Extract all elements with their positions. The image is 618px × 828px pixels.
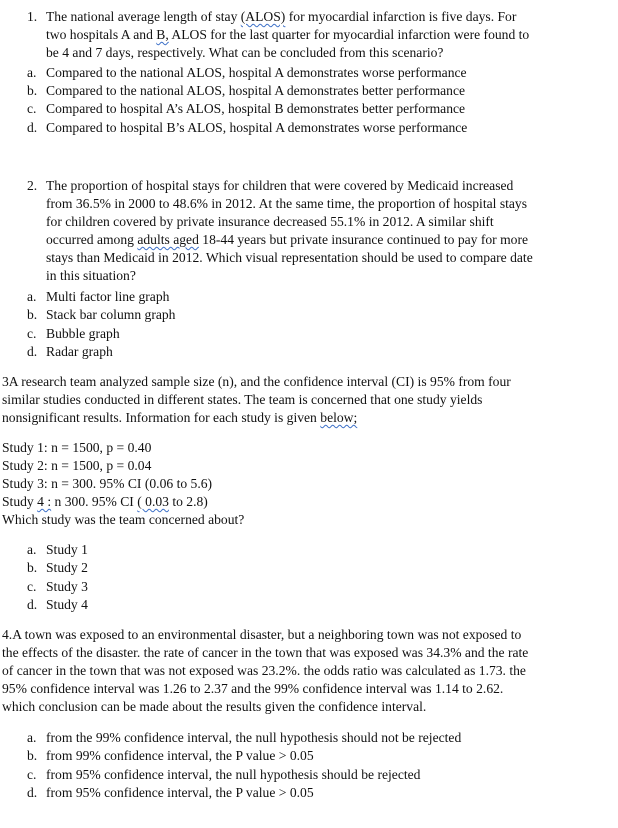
q3-study-3: Study 3: n = 300. 95% CI (0.06 to 5.6) bbox=[2, 476, 213, 491]
q1-number: 1. bbox=[27, 9, 38, 24]
q4-option-d-text: from 95% confidence interval, the P value > 0.05 bbox=[46, 785, 314, 800]
q2-option-d: d. bbox=[27, 344, 38, 359]
q4-option-b: b. bbox=[27, 748, 38, 763]
q3-spell-flag[interactable]: ( 0.03 bbox=[137, 494, 169, 509]
q1-option-b-text: Compared to the national ALOS, hospital A demonstrates better performance bbox=[46, 83, 466, 98]
q1-option-b: b. bbox=[27, 83, 38, 98]
q4-option-d: d. bbox=[27, 785, 38, 800]
q2-stem-line: stays than Medicaid in 2012. Which visual representation should be used to compare date bbox=[46, 250, 533, 265]
q2-number: 2. bbox=[27, 178, 38, 193]
q4-stem-line: 4.A town was exposed to an environmental disaster, but a neighboring town was not exposed to bbox=[2, 627, 522, 642]
q1-option-a-text: Compared to the national ALOS, hospital A demonstrates worse performance bbox=[46, 65, 467, 80]
q3-study-2: Study 2: n = 1500, p = 0.04 bbox=[2, 458, 152, 473]
q4-option-b-text: from 99% confidence interval, the P value > 0.05 bbox=[46, 748, 314, 763]
q3-study-4: Study 4 : n 300. 95% CI ( 0.03 to 2.8) bbox=[2, 494, 208, 509]
q1-spell-flag[interactable]: B, bbox=[156, 27, 169, 42]
q3-option-d: d. bbox=[27, 597, 38, 612]
q2-option-a-text: Multi factor line graph bbox=[46, 289, 170, 304]
q1-spell-flag[interactable]: (ALOS) bbox=[240, 9, 286, 24]
q4-stem-line: 95% confidence interval was 1.26 to 2.37 and the 99% confidence interval was 1.14 to 2.62. bbox=[2, 681, 504, 696]
q2-option-d-text: Radar graph bbox=[46, 344, 113, 359]
q3-option-c: c. bbox=[27, 579, 37, 594]
q4-option-a-text: from the 99% confidence interval, the null hypothesis should not be rejected bbox=[46, 730, 462, 745]
q3-stem-line: 3A research team analyzed sample size (n), and the confidence interval (CI) is 95% from four bbox=[2, 374, 511, 389]
q3-option-b-text: Study 2 bbox=[46, 560, 88, 575]
q3-option-a: a. bbox=[27, 542, 37, 557]
q3-option-a-text: Study 1 bbox=[46, 542, 88, 557]
q4-option-c: c. bbox=[27, 767, 37, 782]
q1-stem-line: two hospitals A and B, ALOS for the last quarter for myocardial infarction were found to bbox=[46, 27, 530, 42]
q3-option-d-text: Study 4 bbox=[46, 597, 88, 612]
q1-option-c-text: Compared to hospital A’s ALOS, hospital B demonstrates better performance bbox=[46, 101, 466, 116]
q2-option-a: a. bbox=[27, 289, 37, 304]
q1-option-a: a. bbox=[27, 65, 37, 80]
q3-study-1: Study 1: n = 1500, p = 0.40 bbox=[2, 440, 152, 455]
q2-spell-flag[interactable]: adults aged bbox=[137, 232, 199, 247]
q2-stem-line: from 36.5% in 2000 to 48.6% in 2012. At the same time, the proportion of hospital stays bbox=[46, 196, 528, 211]
q1-stem-line: be 4 and 7 days, respectively. What can be concluded from this scenario? bbox=[46, 45, 444, 60]
q2-stem-line: for children covered by private insurance decreased 55.1% in 2012. A similar shift bbox=[46, 214, 494, 229]
q1-option-c: c. bbox=[27, 101, 37, 116]
q3-option-b: b. bbox=[27, 560, 38, 575]
q2-option-b: b. bbox=[27, 307, 38, 322]
q4-stem-line: the effects of the disaster. the rate of cancer in the town that was exposed was 34.3% and the rate bbox=[2, 645, 529, 660]
q1-option-d: d. bbox=[27, 120, 38, 135]
q2-stem-line: The proportion of hospital stays for children that were covered by Medicaid increased bbox=[46, 178, 514, 193]
q4-option-c-text: from 95% confidence interval, the null hypothesis should be rejected bbox=[46, 767, 421, 782]
q3-spell-flag[interactable]: 4 : bbox=[37, 494, 52, 509]
q2-option-b-text: Stack bar column graph bbox=[46, 307, 176, 322]
q3-spell-flag[interactable]: below; bbox=[320, 410, 358, 425]
q4-option-a: a. bbox=[27, 730, 37, 745]
q2-option-c-text: Bubble graph bbox=[46, 326, 120, 341]
q1-option-d-text: Compared to hospital B’s ALOS, hospital A demonstrates worse performance bbox=[46, 120, 468, 135]
q3-option-c-text: Study 3 bbox=[46, 579, 88, 594]
q3-stem-line: similar studies conducted in different states. The team is concerned that one study yields bbox=[2, 392, 483, 407]
q2-stem-line: in this situation? bbox=[46, 268, 136, 283]
q3-question: Which study was the team concerned about? bbox=[2, 512, 245, 527]
q4-stem-line: of cancer in the town that was not exposed was 23.2%. the odds ratio was calculated as 1.73. the bbox=[2, 663, 526, 678]
q3-stem-line: nonsignificant results. Information for each study is given below; bbox=[2, 410, 358, 425]
q2-option-c: c. bbox=[27, 326, 37, 341]
q2-stem-line: occurred among adults aged 18-44 years but private insurance continued to pay for more bbox=[46, 232, 529, 247]
q1-stem-line: The national average length of stay (ALOS) for myocardial infarction is five days. For bbox=[46, 9, 517, 24]
q4-stem-line: which conclusion can be made about the results given the confidence interval. bbox=[2, 699, 427, 714]
